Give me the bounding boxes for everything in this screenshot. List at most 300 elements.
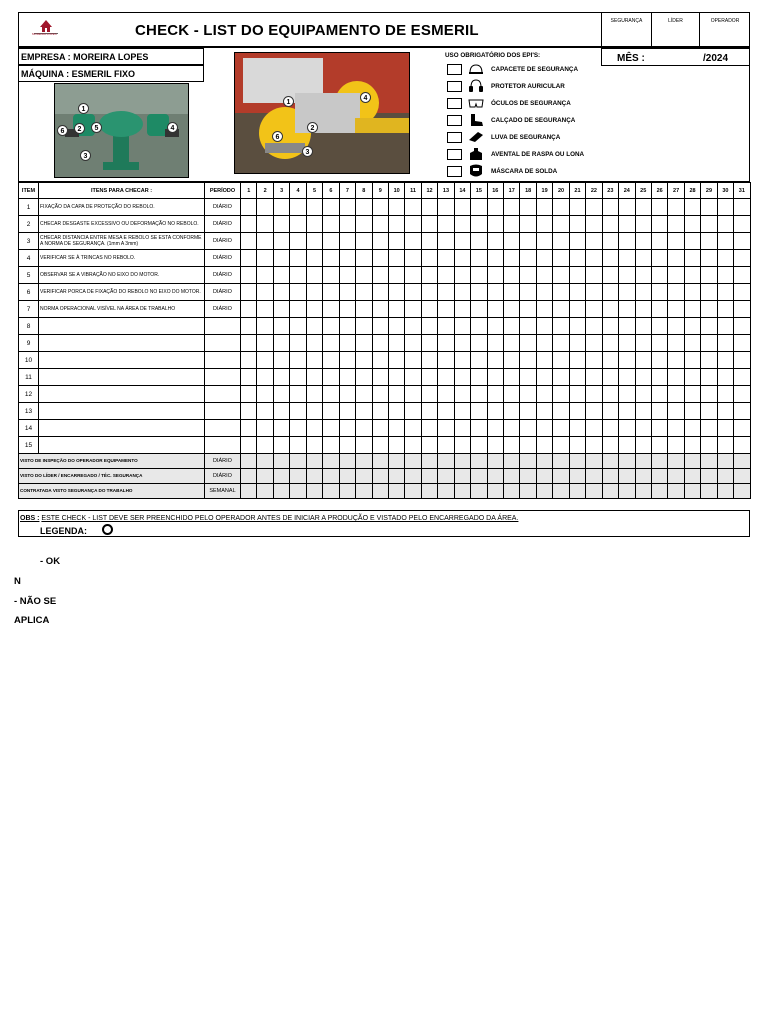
day-check-cell[interactable] — [372, 199, 388, 216]
day-check-cell[interactable] — [356, 369, 372, 386]
day-check-cell[interactable] — [635, 335, 651, 352]
day-check-cell[interactable] — [372, 403, 388, 420]
day-check-cell[interactable] — [388, 437, 404, 454]
day-check-cell[interactable] — [734, 318, 750, 335]
day-check-cell[interactable] — [372, 318, 388, 335]
epi-checkbox[interactable] — [447, 149, 462, 160]
signature-cell[interactable] — [372, 469, 388, 484]
day-check-cell[interactable] — [504, 267, 520, 284]
day-check-cell[interactable] — [306, 199, 322, 216]
day-check-cell[interactable] — [306, 403, 322, 420]
day-check-cell[interactable] — [734, 216, 750, 233]
day-check-cell[interactable] — [241, 318, 257, 335]
day-check-cell[interactable] — [487, 386, 503, 403]
signature-cell[interactable] — [684, 454, 700, 469]
day-check-cell[interactable] — [487, 301, 503, 318]
day-check-cell[interactable] — [520, 250, 536, 267]
day-check-cell[interactable] — [619, 403, 635, 420]
signature-cell[interactable] — [306, 469, 322, 484]
day-check-cell[interactable] — [701, 335, 717, 352]
day-check-cell[interactable] — [454, 199, 470, 216]
day-check-cell[interactable] — [586, 284, 602, 301]
day-check-cell[interactable] — [290, 318, 306, 335]
day-check-cell[interactable] — [454, 335, 470, 352]
day-check-cell[interactable] — [356, 250, 372, 267]
day-check-cell[interactable] — [701, 284, 717, 301]
day-check-cell[interactable] — [734, 403, 750, 420]
signature-cell[interactable] — [684, 484, 700, 499]
day-check-cell[interactable] — [471, 216, 487, 233]
day-check-cell[interactable] — [471, 403, 487, 420]
signature-cell[interactable] — [684, 469, 700, 484]
day-check-cell[interactable] — [290, 233, 306, 250]
day-check-cell[interactable] — [372, 250, 388, 267]
signature-cell[interactable] — [668, 454, 684, 469]
day-check-cell[interactable] — [520, 216, 536, 233]
day-check-cell[interactable] — [438, 386, 454, 403]
day-check-cell[interactable] — [323, 420, 339, 437]
signature-cell[interactable] — [273, 469, 289, 484]
day-check-cell[interactable] — [257, 420, 273, 437]
day-check-cell[interactable] — [454, 250, 470, 267]
day-check-cell[interactable] — [273, 386, 289, 403]
day-check-cell[interactable] — [290, 352, 306, 369]
day-check-cell[interactable] — [668, 335, 684, 352]
day-check-cell[interactable] — [421, 318, 437, 335]
day-check-cell[interactable] — [323, 386, 339, 403]
day-check-cell[interactable] — [734, 335, 750, 352]
signature-cell[interactable] — [306, 454, 322, 469]
day-check-cell[interactable] — [290, 335, 306, 352]
day-check-cell[interactable] — [569, 233, 585, 250]
day-check-cell[interactable] — [684, 199, 700, 216]
day-check-cell[interactable] — [257, 250, 273, 267]
day-check-cell[interactable] — [339, 335, 355, 352]
day-check-cell[interactable] — [421, 233, 437, 250]
day-check-cell[interactable] — [421, 216, 437, 233]
day-check-cell[interactable] — [504, 216, 520, 233]
day-check-cell[interactable] — [569, 318, 585, 335]
day-check-cell[interactable] — [536, 420, 552, 437]
day-check-cell[interactable] — [635, 420, 651, 437]
day-check-cell[interactable] — [405, 301, 421, 318]
signature-cell[interactable] — [635, 484, 651, 499]
day-check-cell[interactable] — [388, 403, 404, 420]
day-check-cell[interactable] — [536, 199, 552, 216]
signature-cell[interactable] — [356, 484, 372, 499]
day-check-cell[interactable] — [257, 335, 273, 352]
day-check-cell[interactable] — [651, 318, 667, 335]
signature-cell[interactable] — [241, 469, 257, 484]
day-check-cell[interactable] — [586, 267, 602, 284]
day-check-cell[interactable] — [438, 216, 454, 233]
epi-checkbox[interactable] — [447, 115, 462, 126]
day-check-cell[interactable] — [651, 301, 667, 318]
day-check-cell[interactable] — [372, 369, 388, 386]
day-check-cell[interactable] — [438, 403, 454, 420]
day-check-cell[interactable] — [471, 250, 487, 267]
day-check-cell[interactable] — [241, 369, 257, 386]
signature-cell[interactable] — [651, 484, 667, 499]
day-check-cell[interactable] — [421, 335, 437, 352]
day-check-cell[interactable] — [388, 335, 404, 352]
day-check-cell[interactable] — [701, 352, 717, 369]
day-check-cell[interactable] — [684, 318, 700, 335]
day-check-cell[interactable] — [454, 216, 470, 233]
day-check-cell[interactable] — [619, 233, 635, 250]
signature-cell[interactable] — [438, 469, 454, 484]
day-check-cell[interactable] — [257, 284, 273, 301]
day-check-cell[interactable] — [454, 267, 470, 284]
signature-cell[interactable] — [602, 469, 618, 484]
day-check-cell[interactable] — [257, 216, 273, 233]
day-check-cell[interactable] — [356, 437, 372, 454]
signature-cell[interactable] — [438, 454, 454, 469]
day-check-cell[interactable] — [553, 335, 569, 352]
signature-cell[interactable] — [668, 484, 684, 499]
signature-cell[interactable] — [323, 454, 339, 469]
day-check-cell[interactable] — [388, 267, 404, 284]
day-check-cell[interactable] — [717, 352, 733, 369]
day-check-cell[interactable] — [619, 284, 635, 301]
day-check-cell[interactable] — [438, 352, 454, 369]
day-check-cell[interactable] — [356, 352, 372, 369]
day-check-cell[interactable] — [668, 403, 684, 420]
day-check-cell[interactable] — [602, 386, 618, 403]
day-check-cell[interactable] — [684, 369, 700, 386]
day-check-cell[interactable] — [487, 437, 503, 454]
day-check-cell[interactable] — [290, 420, 306, 437]
day-check-cell[interactable] — [471, 301, 487, 318]
day-check-cell[interactable] — [619, 352, 635, 369]
day-check-cell[interactable] — [734, 386, 750, 403]
day-check-cell[interactable] — [323, 369, 339, 386]
day-check-cell[interactable] — [635, 403, 651, 420]
signature-cell[interactable] — [734, 454, 750, 469]
day-check-cell[interactable] — [651, 420, 667, 437]
day-check-cell[interactable] — [668, 216, 684, 233]
signature-cell[interactable] — [651, 454, 667, 469]
day-check-cell[interactable] — [684, 437, 700, 454]
day-check-cell[interactable] — [717, 318, 733, 335]
day-check-cell[interactable] — [306, 386, 322, 403]
signature-cell[interactable] — [602, 484, 618, 499]
signature-cell[interactable] — [257, 469, 273, 484]
day-check-cell[interactable] — [717, 369, 733, 386]
day-check-cell[interactable] — [651, 369, 667, 386]
day-check-cell[interactable] — [273, 216, 289, 233]
signature-cell[interactable] — [536, 469, 552, 484]
day-check-cell[interactable] — [553, 301, 569, 318]
day-check-cell[interactable] — [471, 318, 487, 335]
day-check-cell[interactable] — [388, 284, 404, 301]
day-check-cell[interactable] — [651, 250, 667, 267]
day-check-cell[interactable] — [651, 199, 667, 216]
day-check-cell[interactable] — [602, 403, 618, 420]
day-check-cell[interactable] — [684, 403, 700, 420]
signature-cell[interactable] — [487, 454, 503, 469]
day-check-cell[interactable] — [241, 352, 257, 369]
day-check-cell[interactable] — [684, 301, 700, 318]
day-check-cell[interactable] — [668, 437, 684, 454]
day-check-cell[interactable] — [257, 267, 273, 284]
signature-cell[interactable] — [520, 454, 536, 469]
signature-cell[interactable] — [273, 484, 289, 499]
signature-cell[interactable] — [372, 454, 388, 469]
signature-cell[interactable] — [553, 454, 569, 469]
signature-cell[interactable] — [635, 469, 651, 484]
day-check-cell[interactable] — [651, 437, 667, 454]
day-check-cell[interactable] — [602, 369, 618, 386]
day-check-cell[interactable] — [619, 369, 635, 386]
epi-checkbox[interactable] — [447, 132, 462, 143]
day-check-cell[interactable] — [520, 403, 536, 420]
day-check-cell[interactable] — [586, 369, 602, 386]
day-check-cell[interactable] — [619, 199, 635, 216]
day-check-cell[interactable] — [257, 369, 273, 386]
day-check-cell[interactable] — [405, 199, 421, 216]
day-check-cell[interactable] — [306, 352, 322, 369]
signature-cell[interactable] — [569, 484, 585, 499]
day-check-cell[interactable] — [586, 318, 602, 335]
day-check-cell[interactable] — [635, 301, 651, 318]
day-check-cell[interactable] — [438, 318, 454, 335]
signature-cell[interactable] — [717, 484, 733, 499]
day-check-cell[interactable] — [323, 250, 339, 267]
day-check-cell[interactable] — [717, 199, 733, 216]
day-check-cell[interactable] — [388, 352, 404, 369]
day-check-cell[interactable] — [241, 335, 257, 352]
day-check-cell[interactable] — [717, 403, 733, 420]
day-check-cell[interactable] — [717, 284, 733, 301]
day-check-cell[interactable] — [586, 386, 602, 403]
day-check-cell[interactable] — [602, 233, 618, 250]
day-check-cell[interactable] — [553, 250, 569, 267]
day-check-cell[interactable] — [306, 318, 322, 335]
day-check-cell[interactable] — [520, 437, 536, 454]
day-check-cell[interactable] — [290, 267, 306, 284]
day-check-cell[interactable] — [290, 301, 306, 318]
day-check-cell[interactable] — [339, 352, 355, 369]
day-check-cell[interactable] — [553, 267, 569, 284]
signature-cell[interactable] — [421, 454, 437, 469]
day-check-cell[interactable] — [734, 437, 750, 454]
signature-cell[interactable] — [454, 454, 470, 469]
day-check-cell[interactable] — [339, 216, 355, 233]
signature-cell[interactable] — [471, 469, 487, 484]
epi-checkbox[interactable] — [447, 98, 462, 109]
day-check-cell[interactable] — [586, 233, 602, 250]
day-check-cell[interactable] — [635, 352, 651, 369]
day-check-cell[interactable] — [339, 284, 355, 301]
day-check-cell[interactable] — [569, 216, 585, 233]
day-check-cell[interactable] — [619, 216, 635, 233]
signature-cell[interactable] — [339, 454, 355, 469]
day-check-cell[interactable] — [487, 420, 503, 437]
day-check-cell[interactable] — [536, 335, 552, 352]
day-check-cell[interactable] — [717, 437, 733, 454]
day-check-cell[interactable] — [339, 267, 355, 284]
day-check-cell[interactable] — [405, 386, 421, 403]
day-check-cell[interactable] — [306, 301, 322, 318]
day-check-cell[interactable] — [421, 352, 437, 369]
signature-cell[interactable] — [668, 469, 684, 484]
signature-cell[interactable] — [405, 484, 421, 499]
day-check-cell[interactable] — [586, 352, 602, 369]
signature-cell[interactable] — [701, 469, 717, 484]
day-check-cell[interactable] — [306, 284, 322, 301]
signature-cell[interactable] — [619, 484, 635, 499]
day-check-cell[interactable] — [356, 420, 372, 437]
day-check-cell[interactable] — [602, 301, 618, 318]
day-check-cell[interactable] — [471, 199, 487, 216]
day-check-cell[interactable] — [569, 284, 585, 301]
signature-cell[interactable] — [586, 484, 602, 499]
day-check-cell[interactable] — [701, 437, 717, 454]
signature-cell[interactable] — [619, 454, 635, 469]
signature-cell[interactable] — [717, 469, 733, 484]
day-check-cell[interactable] — [339, 250, 355, 267]
day-check-cell[interactable] — [651, 267, 667, 284]
signature-cell[interactable] — [471, 484, 487, 499]
signature-cell[interactable] — [290, 469, 306, 484]
day-check-cell[interactable] — [586, 437, 602, 454]
day-check-cell[interactable] — [323, 335, 339, 352]
day-check-cell[interactable] — [405, 216, 421, 233]
day-check-cell[interactable] — [339, 437, 355, 454]
day-check-cell[interactable] — [323, 437, 339, 454]
day-check-cell[interactable] — [339, 369, 355, 386]
day-check-cell[interactable] — [684, 352, 700, 369]
day-check-cell[interactable] — [323, 284, 339, 301]
day-check-cell[interactable] — [372, 352, 388, 369]
day-check-cell[interactable] — [635, 437, 651, 454]
day-check-cell[interactable] — [471, 267, 487, 284]
day-check-cell[interactable] — [356, 199, 372, 216]
day-check-cell[interactable] — [734, 352, 750, 369]
day-check-cell[interactable] — [569, 352, 585, 369]
day-check-cell[interactable] — [504, 420, 520, 437]
day-check-cell[interactable] — [504, 318, 520, 335]
day-check-cell[interactable] — [372, 267, 388, 284]
day-check-cell[interactable] — [471, 386, 487, 403]
day-check-cell[interactable] — [306, 437, 322, 454]
day-check-cell[interactable] — [405, 250, 421, 267]
day-check-cell[interactable] — [684, 233, 700, 250]
day-check-cell[interactable] — [372, 420, 388, 437]
day-check-cell[interactable] — [273, 335, 289, 352]
day-check-cell[interactable] — [471, 335, 487, 352]
signature-cell[interactable] — [241, 484, 257, 499]
day-check-cell[interactable] — [356, 386, 372, 403]
day-check-cell[interactable] — [717, 420, 733, 437]
day-check-cell[interactable] — [257, 199, 273, 216]
day-check-cell[interactable] — [421, 386, 437, 403]
day-check-cell[interactable] — [241, 216, 257, 233]
day-check-cell[interactable] — [290, 369, 306, 386]
day-check-cell[interactable] — [569, 250, 585, 267]
day-check-cell[interactable] — [421, 420, 437, 437]
day-check-cell[interactable] — [668, 386, 684, 403]
day-check-cell[interactable] — [701, 420, 717, 437]
day-check-cell[interactable] — [487, 369, 503, 386]
signature-cell[interactable] — [553, 484, 569, 499]
signature-cell[interactable] — [651, 469, 667, 484]
day-check-cell[interactable] — [356, 284, 372, 301]
day-check-cell[interactable] — [520, 284, 536, 301]
day-check-cell[interactable] — [257, 403, 273, 420]
day-check-cell[interactable] — [635, 369, 651, 386]
day-check-cell[interactable] — [372, 335, 388, 352]
signature-cell[interactable] — [520, 469, 536, 484]
day-check-cell[interactable] — [504, 386, 520, 403]
day-check-cell[interactable] — [586, 216, 602, 233]
signature-cell[interactable] — [734, 469, 750, 484]
signature-cell[interactable] — [356, 469, 372, 484]
day-check-cell[interactable] — [651, 233, 667, 250]
day-check-cell[interactable] — [504, 335, 520, 352]
day-check-cell[interactable] — [487, 199, 503, 216]
day-check-cell[interactable] — [701, 369, 717, 386]
day-check-cell[interactable] — [471, 420, 487, 437]
day-check-cell[interactable] — [553, 403, 569, 420]
day-check-cell[interactable] — [339, 301, 355, 318]
day-check-cell[interactable] — [487, 216, 503, 233]
signature-cell[interactable] — [734, 484, 750, 499]
day-check-cell[interactable] — [536, 369, 552, 386]
day-check-cell[interactable] — [388, 199, 404, 216]
signature-cell[interactable] — [421, 484, 437, 499]
day-check-cell[interactable] — [553, 199, 569, 216]
day-check-cell[interactable] — [734, 420, 750, 437]
day-check-cell[interactable] — [504, 352, 520, 369]
epi-checkbox[interactable] — [447, 166, 462, 177]
day-check-cell[interactable] — [520, 199, 536, 216]
day-check-cell[interactable] — [454, 233, 470, 250]
day-check-cell[interactable] — [273, 352, 289, 369]
day-check-cell[interactable] — [241, 386, 257, 403]
signature-cell[interactable] — [586, 454, 602, 469]
day-check-cell[interactable] — [734, 301, 750, 318]
day-check-cell[interactable] — [734, 267, 750, 284]
day-check-cell[interactable] — [504, 369, 520, 386]
month-field[interactable] — [601, 48, 750, 66]
day-check-cell[interactable] — [602, 437, 618, 454]
day-check-cell[interactable] — [684, 250, 700, 267]
day-check-cell[interactable] — [536, 301, 552, 318]
day-check-cell[interactable] — [487, 403, 503, 420]
day-check-cell[interactable] — [438, 420, 454, 437]
day-check-cell[interactable] — [421, 301, 437, 318]
signature-cell[interactable] — [257, 454, 273, 469]
signature-cell[interactable] — [701, 484, 717, 499]
signature-cell[interactable] — [421, 469, 437, 484]
signature-cell[interactable] — [339, 469, 355, 484]
day-check-cell[interactable] — [438, 301, 454, 318]
day-check-cell[interactable] — [487, 250, 503, 267]
day-check-cell[interactable] — [602, 250, 618, 267]
day-check-cell[interactable] — [388, 233, 404, 250]
day-check-cell[interactable] — [388, 369, 404, 386]
day-check-cell[interactable] — [651, 335, 667, 352]
day-check-cell[interactable] — [717, 335, 733, 352]
day-check-cell[interactable] — [602, 216, 618, 233]
day-check-cell[interactable] — [536, 403, 552, 420]
day-check-cell[interactable] — [602, 335, 618, 352]
day-check-cell[interactable] — [668, 284, 684, 301]
day-check-cell[interactable] — [651, 403, 667, 420]
day-check-cell[interactable] — [717, 267, 733, 284]
